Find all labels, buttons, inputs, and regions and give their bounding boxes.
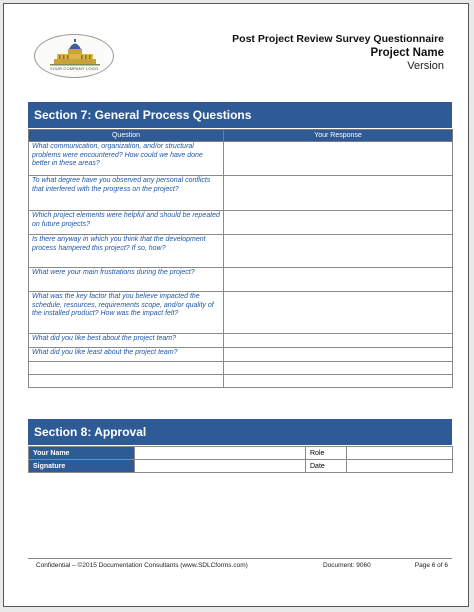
- footer-page-number: Page 6 of 6: [414, 562, 448, 569]
- question-text: [29, 362, 224, 375]
- section8-title: Section 8: Approval: [28, 419, 452, 445]
- question-column-header: Question: [29, 130, 224, 142]
- company-logo: [34, 34, 114, 78]
- logo-text: YOUR COMPANY LOGO: [49, 66, 99, 71]
- question-text: What did you like best about the project team?: [29, 334, 224, 348]
- section7-title: Section 7: General Process Questions: [28, 102, 452, 128]
- response-cell[interactable]: [224, 292, 453, 334]
- signature-label: Signature: [29, 460, 135, 473]
- question-text: Is there anyway in which you think that the development process hampered this project? If so, how?: [29, 235, 224, 268]
- question-text: What communication, organization, and/or structural problems were encountered? How could we have done better in these areas?: [29, 142, 224, 176]
- response-cell[interactable]: [224, 176, 453, 211]
- footer-divider: [28, 558, 452, 559]
- document-header: [232, 33, 444, 73]
- question-text: What was the key factor that you believe impacted the schedule, resources, requirements scope, and/or quality of the installed product? How was the impact felt?: [29, 292, 224, 334]
- response-cell[interactable]: [224, 375, 453, 388]
- question-text: What did you like least about the project team?: [29, 348, 224, 362]
- question-text: Which project elements were helpful and should be repeated on future projects?: [29, 211, 224, 235]
- your-name-label: Your Name: [29, 447, 135, 460]
- question-text: To what degree have you observed any personal conflicts that interfered with the progress on the project?: [29, 176, 224, 211]
- date-field[interactable]: [347, 460, 453, 473]
- footer-confidential: Confidential – ©2015 Documentation Consultants (www.SDLCforms.com): [36, 562, 248, 569]
- capitol-building-icon: [35, 35, 114, 78]
- response-cell[interactable]: [224, 211, 453, 235]
- response-column-header: Your Response: [224, 130, 453, 142]
- response-cell[interactable]: [224, 362, 453, 375]
- questions-table: [28, 129, 453, 388]
- version-label: Version: [407, 60, 444, 72]
- role-label: Role: [306, 447, 347, 460]
- response-cell[interactable]: [224, 142, 453, 176]
- response-cell[interactable]: [224, 334, 453, 348]
- response-cell[interactable]: [224, 235, 453, 268]
- approval-table: [28, 446, 453, 473]
- project-name: Project Name: [370, 47, 444, 59]
- question-text: What were your main frustrations during the project?: [29, 268, 224, 292]
- role-field[interactable]: [347, 447, 453, 460]
- footer-document-number: Document: 9060: [323, 562, 371, 569]
- document-title: Post Project Review Survey Questionnaire: [232, 33, 444, 45]
- your-name-field[interactable]: [135, 447, 306, 460]
- question-text: [29, 375, 224, 388]
- date-label: Date: [306, 460, 347, 473]
- response-cell[interactable]: [224, 348, 453, 362]
- response-cell[interactable]: [224, 268, 453, 292]
- signature-field[interactable]: [135, 460, 306, 473]
- document-page: [3, 3, 469, 607]
